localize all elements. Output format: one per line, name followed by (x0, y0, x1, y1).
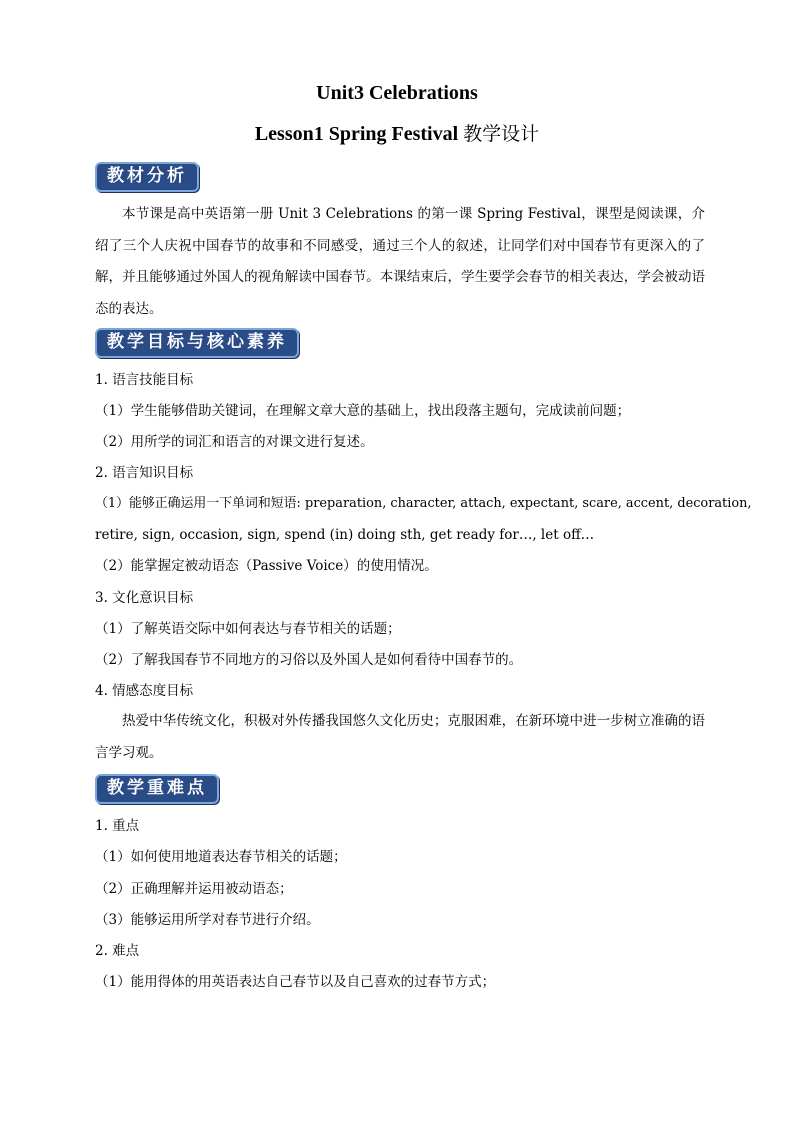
attitude-paragraph: 热爱中华传统文化，积极对外传播我国悠久文化历史；克服困难，在新环境中进一步树立准确的语言学习观。 (95, 713, 705, 761)
goal-line: （1）学生能够借助关键词，在理解文章大意的基础上，找出段落主题句，完成读前问题； (95, 403, 631, 419)
section-heading-analysis: 教材分析 (95, 162, 199, 192)
unit-title: Unit3 Celebrations (316, 82, 478, 104)
goal-line: retire, sign, occasion, sign, spend (in) doing sth, get ready for…, let off… (95, 527, 595, 543)
goal-line: （2）用所学的词汇和语言的对课文进行复述。 (95, 434, 374, 450)
lesson-title-en: Lesson1 Spring Festival (254, 123, 464, 145)
goal-line: 3. 文化意识目标 (95, 590, 194, 606)
goal-line: （2）能掌握定被动语态（Passive Voice）的使用情况。 (95, 558, 438, 574)
lesson-title (0, 121, 794, 147)
goal-line: 1. 语言技能目标 (95, 372, 194, 388)
goal-line: 2. 语言知识目标 (95, 465, 194, 481)
keypoint-line: （3）能够运用所学对春节进行介绍。 (95, 912, 320, 928)
keypoint-line: （2）正确理解并运用被动语态； (95, 881, 293, 897)
goal-line: 4. 情感态度目标 (95, 683, 194, 699)
keypoint-line: 1. 重点 (95, 818, 140, 834)
keypoint-line: （1）如何使用地道表达春节相关的话题； (95, 849, 347, 865)
lesson-title-cn: 教学设计 (463, 123, 540, 145)
goal-line: （2）了解我国春节不同地方的习俗以及外国人是如何看待中国春节的。 (95, 652, 523, 668)
keypoint-line: 2. 难点 (95, 943, 140, 959)
analysis-paragraph: 本节课是高中英语第一册 Unit 3 Celebrations 的第一课 Spring Festival，课型是阅读课，介绍了三个人庆祝中国春节的故事和不同感受，通过三个人的叙述，让同学们对中国春节有更深入的了解，并且能够通过外国人的视角解读中国春节。本课结束后，学生要学会春节的相关表达，学会被动语态的表达。 (95, 206, 705, 317)
keypoint-line: （1）能用得体的用英语表达自己春节以及自己喜欢的过春节方式； (95, 974, 496, 990)
section-heading-goals: 教学目标与核心素养 (95, 328, 299, 358)
goal-line: （1）了解英语交际中如何表达与春节相关的话题； (95, 621, 401, 637)
section-heading-keypoints: 教学重难点 (95, 774, 219, 804)
goal-line: （1）能够正确运用一下单词和短语: preparation, character, attach, expectant, scare, accent, decoration, (95, 496, 752, 511)
